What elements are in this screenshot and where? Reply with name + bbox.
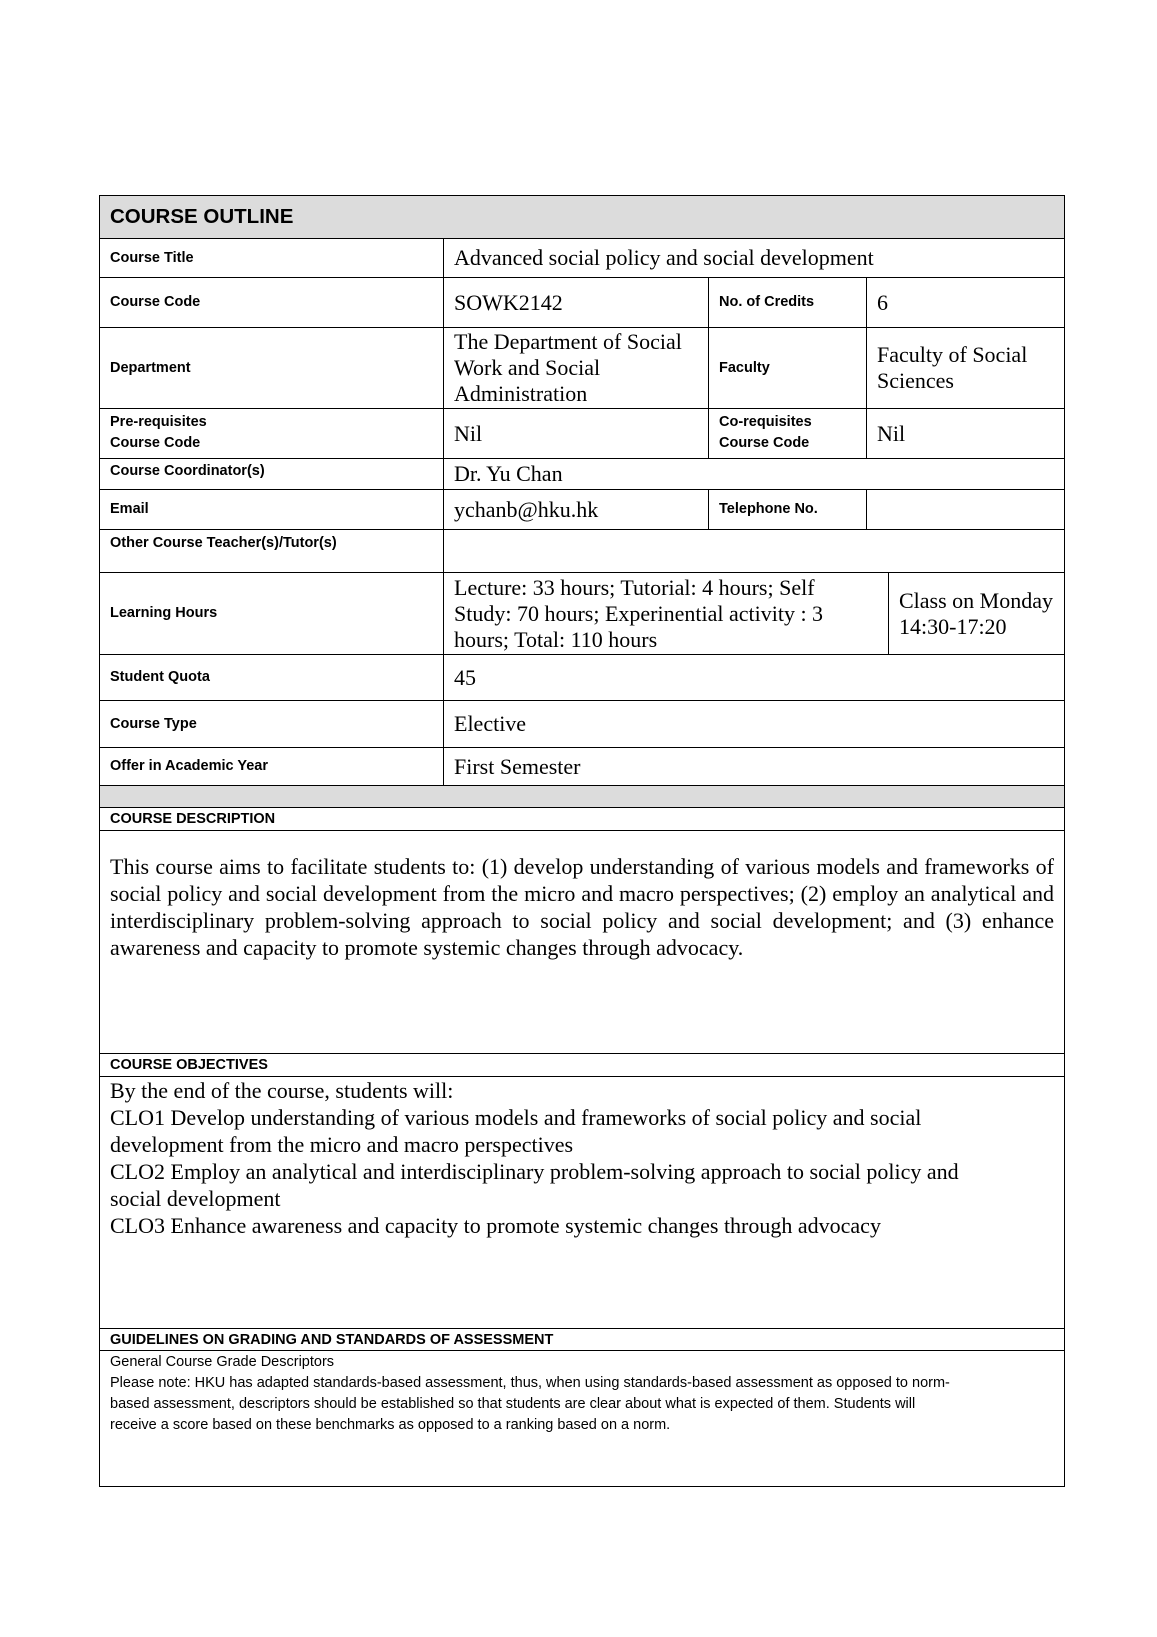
clo2-line1: CLO2 Employ an analytical and interdisciplinary problem-solving approach to social policy and [110,1159,959,1184]
department-label: Department [110,359,191,376]
telephone-label: Telephone No. [708,490,866,529]
course-type-value: Elective [443,701,1064,747]
faculty-label: Faculty [708,328,866,408]
student-quota-label: Student Quota [110,669,210,685]
grading-subheading: General Course Grade Descriptors [110,1354,335,1370]
department-row [100,328,1064,409]
credits-label: No. of Credits [708,278,866,327]
email-label: Email [110,501,149,517]
course-type-row [100,701,1064,748]
grading-note-line3: receive a score based on these benchmarks as opposed to a ranking based on a norm. [110,1417,671,1433]
coreq-label-line1: Co-requisites [719,414,812,430]
coreq-value: Nil [866,409,1064,458]
other-teachers-value [443,530,1064,572]
class-time-value: Class on Monday 14:30-17:20 [888,573,1064,654]
course-code-row [100,278,1064,328]
email-value: ychanb@hku.hk [443,490,708,529]
telephone-value [866,490,1064,529]
email-row [100,490,1064,530]
course-title-label: Course Title [110,249,194,266]
course-code-value: SOWK2142 [443,278,708,327]
coordinator-label: Course Coordinator(s) [110,463,265,479]
learning-hours-row [100,573,1064,655]
objectives-intro: By the end of the course, students will: [110,1078,454,1103]
prereq-label-line1: Pre-requisites [110,414,207,430]
clo3: CLO3 Enhance awareness and capacity to promote systemic changes through advocacy [110,1213,881,1238]
coreq-label-line2: Course Code [719,435,810,451]
course-objectives-block [100,1077,1064,1329]
other-teachers-row [100,530,1064,573]
course-objectives-heading: COURSE OBJECTIVES [100,1054,1064,1077]
course-description-text: This course aims to facilitate students to: (1) develop understanding of various models and frameworks of social policy and social development from the micro and macro perspectives; (2) employ an analytical and interdisciplinary problem-solving approach to social policy and social development; and (3) enhance awareness and capacity to promote systemic changes through advocacy. [110,854,1054,960]
grading-note-line2: based assessment, descriptors should be established so that students are clear about what is expected of them. Students will [110,1396,916,1412]
course-outline-table [99,195,1065,1487]
offer-year-label: Offer in Academic Year [110,758,268,774]
department-value: The Department of Social Work and Social Administration [443,328,708,408]
coordinator-value: Dr. Yu Chan [443,459,1064,489]
course-description-heading: COURSE DESCRIPTION [100,808,1064,831]
prereq-label [100,409,443,458]
learning-hours-label: Learning Hours [110,605,218,621]
course-code-label: Course Code [110,294,201,310]
offer-year-value: First Semester [443,748,1064,785]
learning-hours-value: Lecture: 33 hours; Tutorial: 4 hours; Self Study: 70 hours; Experinential activity : 3 hours; Total: 110 hours [443,573,888,654]
prereq-label-line2: Course Code [110,435,201,451]
coordinator-row [100,459,1064,490]
outline-heading: COURSE OUTLINE [110,205,294,228]
clo1-line2: development from the micro and macro perspectives [110,1132,574,1157]
clo2-line2: social development [110,1186,281,1211]
faculty-value: Faculty of Social Sciences [866,328,1064,408]
credits-value: 6 [866,278,1064,327]
spacer-row [100,786,1064,808]
grading-block [100,1352,1064,1436]
course-type-label: Course Type [110,715,197,732]
course-objectives-list [100,1077,1064,1239]
coreq-label [708,409,866,458]
prereq-value: Nil [443,409,708,458]
course-description-block [100,831,1064,1054]
student-quota-row [100,655,1064,701]
grading-heading: GUIDELINES ON GRADING AND STANDARDS OF ASSESSMENT [100,1329,1064,1351]
grading-note-line1: Please note: HKU has adapted standards-based assessment, thus, when using standards-based assessment as opposed to norm- [110,1375,950,1391]
course-title-row [100,239,1064,278]
course-title-value: Advanced social policy and social development [443,239,1064,277]
other-teachers-label: Other Course Teacher(s)/Tutor(s) [110,535,337,551]
offer-year-row [100,748,1064,786]
clo1-line1: CLO1 Develop understanding of various models and frameworks of social policy and social [110,1105,922,1130]
requisites-row [100,409,1064,459]
student-quota-value: 45 [443,655,1064,700]
outline-heading-row [100,196,1064,239]
